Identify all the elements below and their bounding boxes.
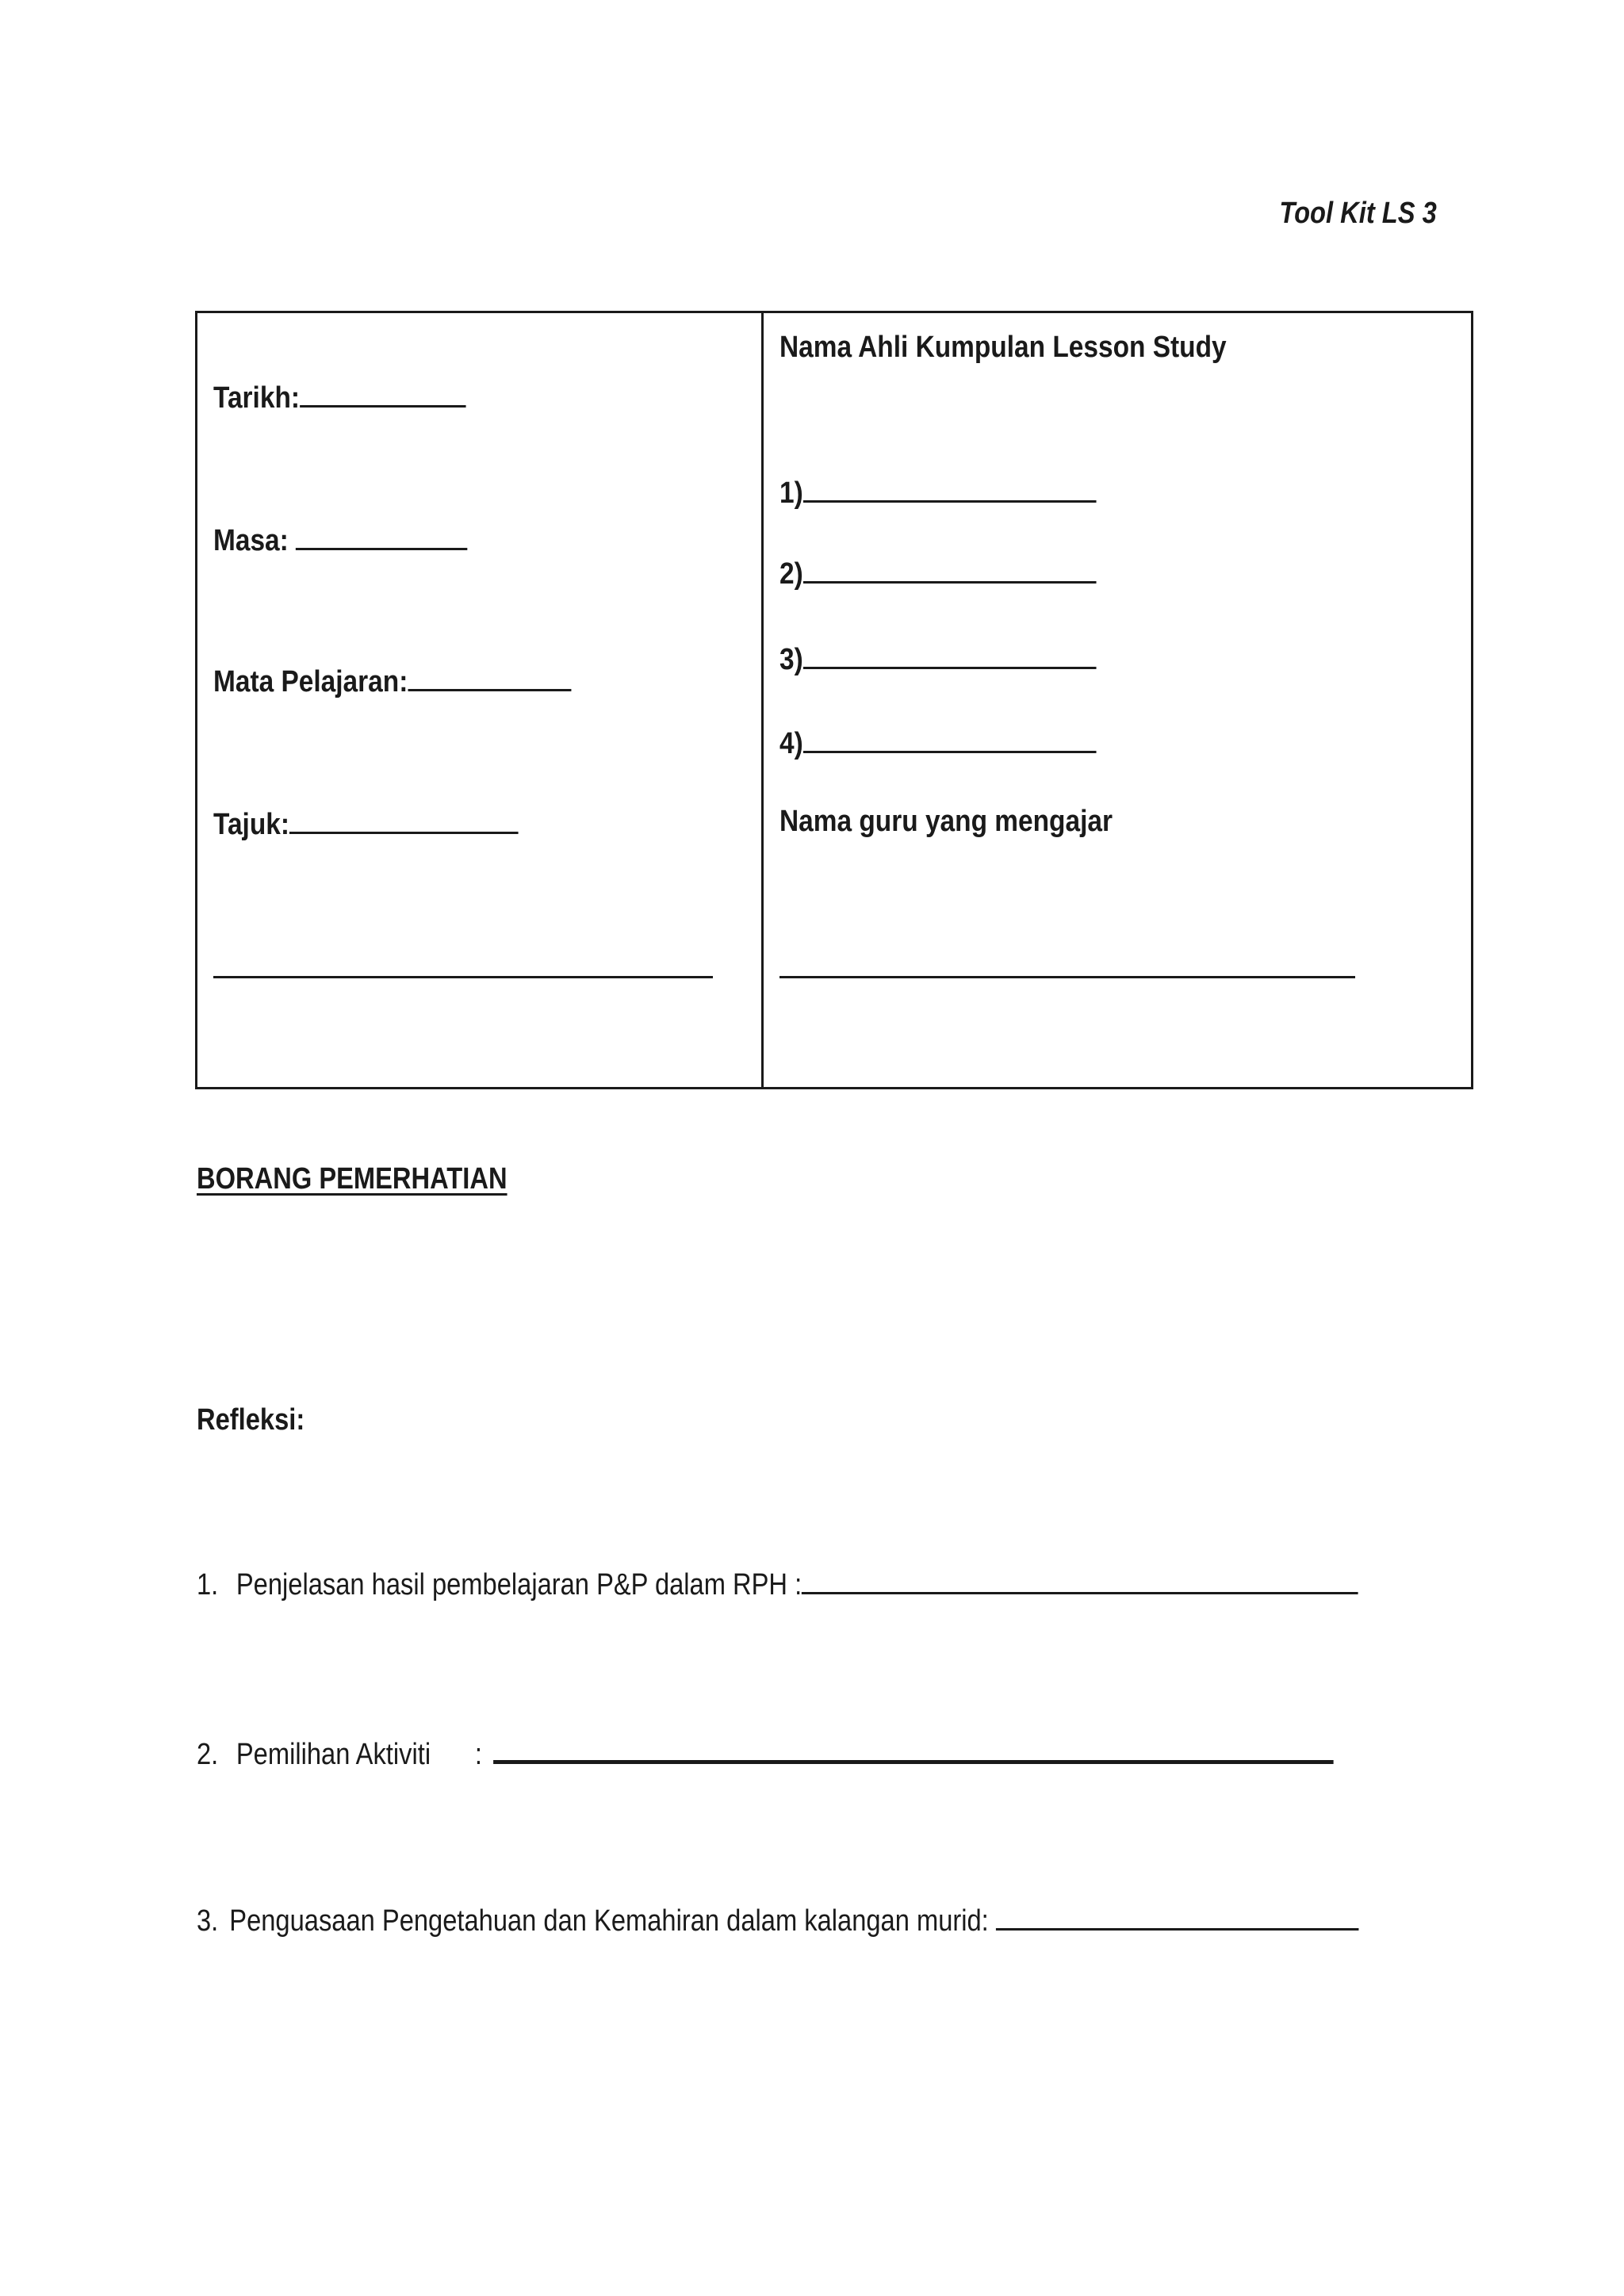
reflection-item-number: 1. [197,1568,219,1601]
member-row-3[interactable] [779,640,1096,677]
reflection-item-2[interactable] [197,1733,1333,1772]
tajuk-field[interactable] [213,805,519,842]
member-blank-2[interactable] [803,554,1097,584]
reflection-item-number: 3. [197,1904,219,1938]
tarikh-label: Tarikh: [213,381,301,415]
tarikh-blank[interactable] [300,378,465,408]
member-blank-3[interactable] [803,640,1097,669]
masa-blank[interactable] [296,521,467,550]
reflection-item-2-blank[interactable] [493,1733,1334,1764]
member-row-1[interactable] [779,473,1096,511]
masa-field[interactable] [213,521,468,558]
reflection-item-colon: : [474,1738,482,1771]
tajuk-label: Tajuk: [213,808,290,841]
group-members-heading: Nama Ahli Kumpulan Lesson Study [779,331,1227,364]
member-blank-4[interactable] [803,724,1097,753]
section-title: BORANG PEMERHATIAN [197,1162,508,1196]
reflection-heading: Refleksi: [197,1403,305,1437]
teacher-name-blank[interactable] [779,976,1355,978]
mata-pelajaran-blank[interactable] [408,662,571,691]
reflection-item-1[interactable] [197,1565,1358,1602]
reflection-item-3-blank[interactable] [996,1901,1359,1931]
info-table-right-column [764,313,1471,1087]
toolkit-label: Tool Kit LS 3 [1279,197,1437,230]
reflection-item-text: Penguasaan Pengetahuan dan Kemahiran dalam kalangan murid: [229,1904,996,1938]
info-table-left-column [197,313,764,1087]
reflection-item-number: 2. [197,1738,219,1771]
reflection-item-text: Penjelasan hasil pembelajaran P&P dalam RPH : [236,1568,802,1601]
masa-label: Masa: [213,524,297,557]
reflection-item-1-blank[interactable] [802,1565,1358,1594]
mata-pelajaran-field[interactable] [213,662,571,699]
tajuk-blank[interactable] [289,805,519,834]
member-number-2: 2) [779,557,803,591]
tarikh-field[interactable] [213,378,465,415]
member-row-4[interactable] [779,724,1096,761]
member-number-4: 4) [779,727,803,760]
info-table [195,311,1473,1089]
member-number-3: 3) [779,643,803,676]
reflection-item-text: Pemilihan Aktiviti [236,1738,431,1771]
mata-pelajaran-label: Mata Pelajaran: [213,665,408,698]
reflection-item-3[interactable] [197,1901,1358,1938]
member-row-2[interactable] [779,554,1096,591]
member-number-1: 1) [779,476,803,510]
member-blank-1[interactable] [803,473,1097,503]
tajuk-continuation-blank[interactable] [213,976,713,978]
teacher-heading: Nama guru yang mengajar [779,805,1113,838]
